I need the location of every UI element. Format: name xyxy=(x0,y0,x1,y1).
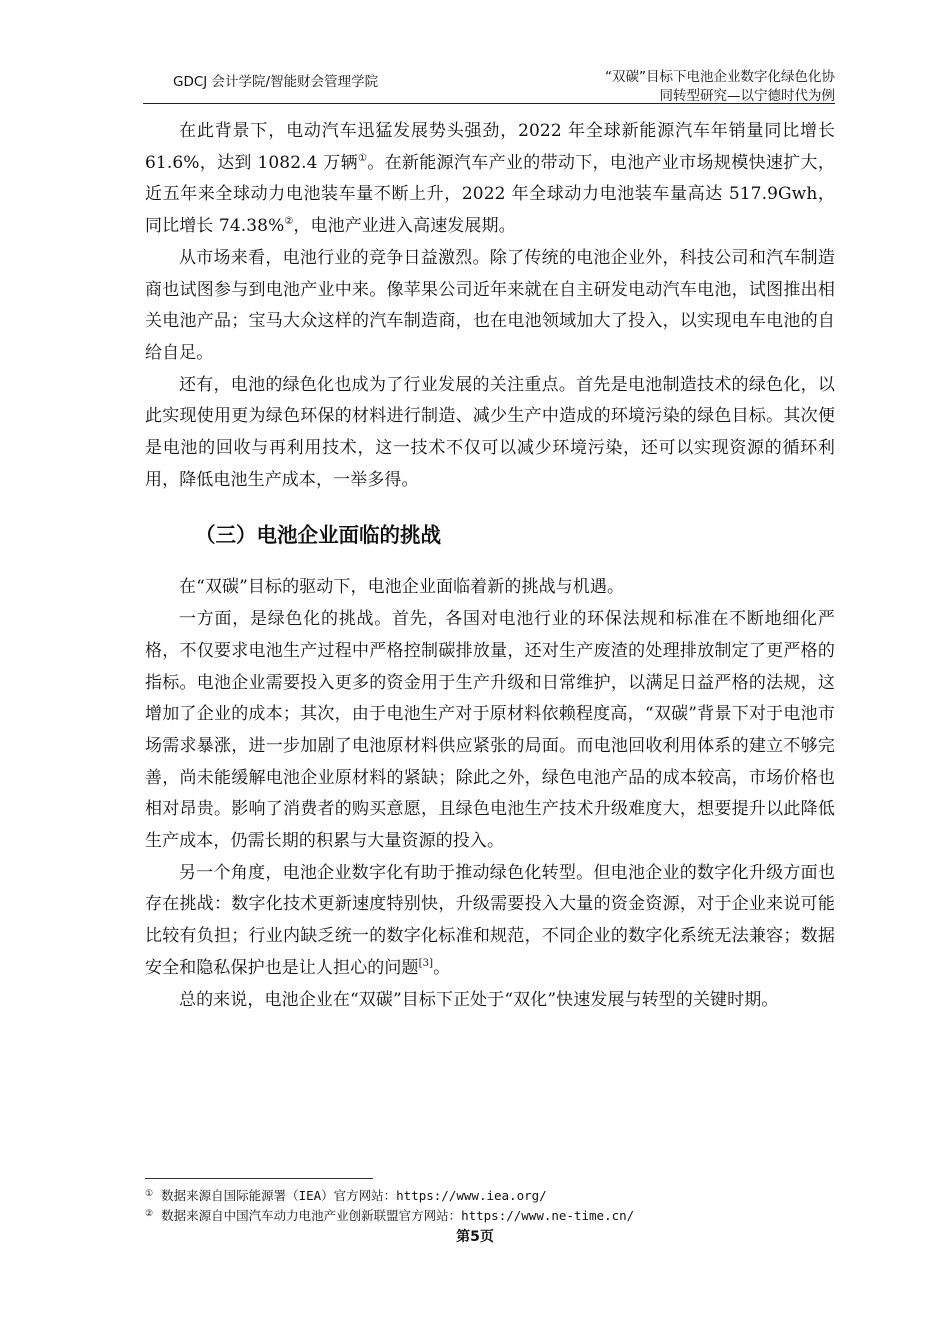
paragraph-intro: 在“双碳”目标的驱动下，电池企业面临着新的挑战与机遇。 xyxy=(179,577,625,598)
header-title-line-2: 同转型研究—以宁德时代为例 xyxy=(659,88,835,104)
footnotes xyxy=(145,1185,835,1225)
footnote-ref-2[interactable]: ② xyxy=(284,216,294,228)
paragraph-ev-growth xyxy=(145,116,835,243)
citation-ref-3[interactable]: [3] xyxy=(418,957,434,969)
paragraph-text: 另一个角度，电池企业数字化有助于推动绿色化转型。但电池企业的数字化升级方面也存在挑战：数字化技术更新速度特别快，升级需要投入大量的资金资源，对于企业来说可能比较有负担；行业内缺乏统一的数字化标准和规范，不同企业的数字化系统无法兼容；数据安全和隐私保护也是让人担心的问题 xyxy=(145,862,835,978)
footnote-text: 数据来源自国际能源署（IEA）官方网站：https://www.iea.org/ xyxy=(161,1188,547,1203)
footnote-text: 数据来源自中国汽车动力电池产业创新联盟官方网站：https://www.ne-time.cn/ xyxy=(161,1208,635,1223)
footnote-ref-1[interactable]: ① xyxy=(357,152,368,164)
footnote-item xyxy=(145,1205,835,1225)
paragraph-conclusion: 总的来说，电池企业在“双碳”目标下正处于“双化”快速发展与转型的关键时期。 xyxy=(179,989,779,1010)
footnote-mark: ① xyxy=(145,1189,154,1199)
footnote-divider xyxy=(145,1178,373,1179)
footnote-mark: ② xyxy=(145,1209,154,1219)
header-document-title xyxy=(605,68,835,106)
page-body xyxy=(145,116,835,1016)
paragraph-green-focus: 还有，电池的绿色化也成为了行业发展的关注重点。首先是电池制造技术的绿色化，以此实现使用更为绿色环保的材料进行制造、减少生产中造成的环境污染的绿色目标。其次便是电池的回收与再利用技术，这一技术不仅可以减少环境污染，还可以实现资源的循环利用，降低电池生产成本，一举多得。 xyxy=(145,374,835,490)
paragraph-text: 。在新能源汽车产业的带动下，电池产业市场规模快速扩大，近五年来全球动力电池装车量不断上升，2022 年全球动力电池装车量高达 517.9Gwh，同比增长 74.38% xyxy=(145,152,835,237)
footnote-item xyxy=(145,1185,835,1205)
paragraph-green-challenge: 一方面，是绿色化的挑战。首先，各国对电池行业的环保法规和标准在不断地细化严格，不仅要求电池生产过程中严格控制碳排放量，还对生产废渣的处理排放制定了更严格的指标。电池企业需要投入更多的资金用于生产升级和日常维护，以满足日益严格的法规，这增加了企业的成本；其次，由于电池生产对于原材料依赖程度高，“双碳”背景下对于电池市场需求暴涨，进一步加剧了电池原材料供应紧张的局面。而电池回收利用体系的建立不够完善，尚未能缓解电池企业原材料的紧缺；除此之外，绿色电池产品的成本较高，市场价格也相对昂贵。影响了消费者的购买意愿，且绿色电池生产技术升级难度大，想要提升以此降低生产成本，仍需长期的积累与大量资源的投入。 xyxy=(145,609,835,852)
header-institution: GDCJ 会计学院/智能财会管理学院 xyxy=(173,74,379,90)
section-heading: （三）电池企业面临的挑战 xyxy=(195,523,441,548)
page-header xyxy=(143,64,835,104)
header-divider xyxy=(143,103,835,104)
page-number: 第5页 xyxy=(456,1229,494,1245)
paragraph-text: 在此背景下，电动汽车迅猛发展势头强劲，2022 年全球新能源汽车年销量同比增长 61.6%，达到 1082.4 万辆 xyxy=(145,121,835,173)
paragraph-market-competition: 从市场来看，电池行业的竞争日益激烈。除了传统的电池企业外，科技公司和汽车制造商也试图参与到电池产业中来。像苹果公司近年来就在自主研发电动汽车电池，试图推出相关电池产品；宝马大众这样的汽车制造商，也在电池领域加大了投入，以实现电车电池的自给自足。 xyxy=(145,247,835,363)
paragraph-text: 。 xyxy=(433,957,451,978)
paragraph-text: ，电池产业进入高速发展期。 xyxy=(293,216,516,237)
header-title-line-1: “双碳”目标下电池企业数字化绿色化协 xyxy=(605,69,835,85)
paragraph-digital-challenge xyxy=(145,858,835,985)
